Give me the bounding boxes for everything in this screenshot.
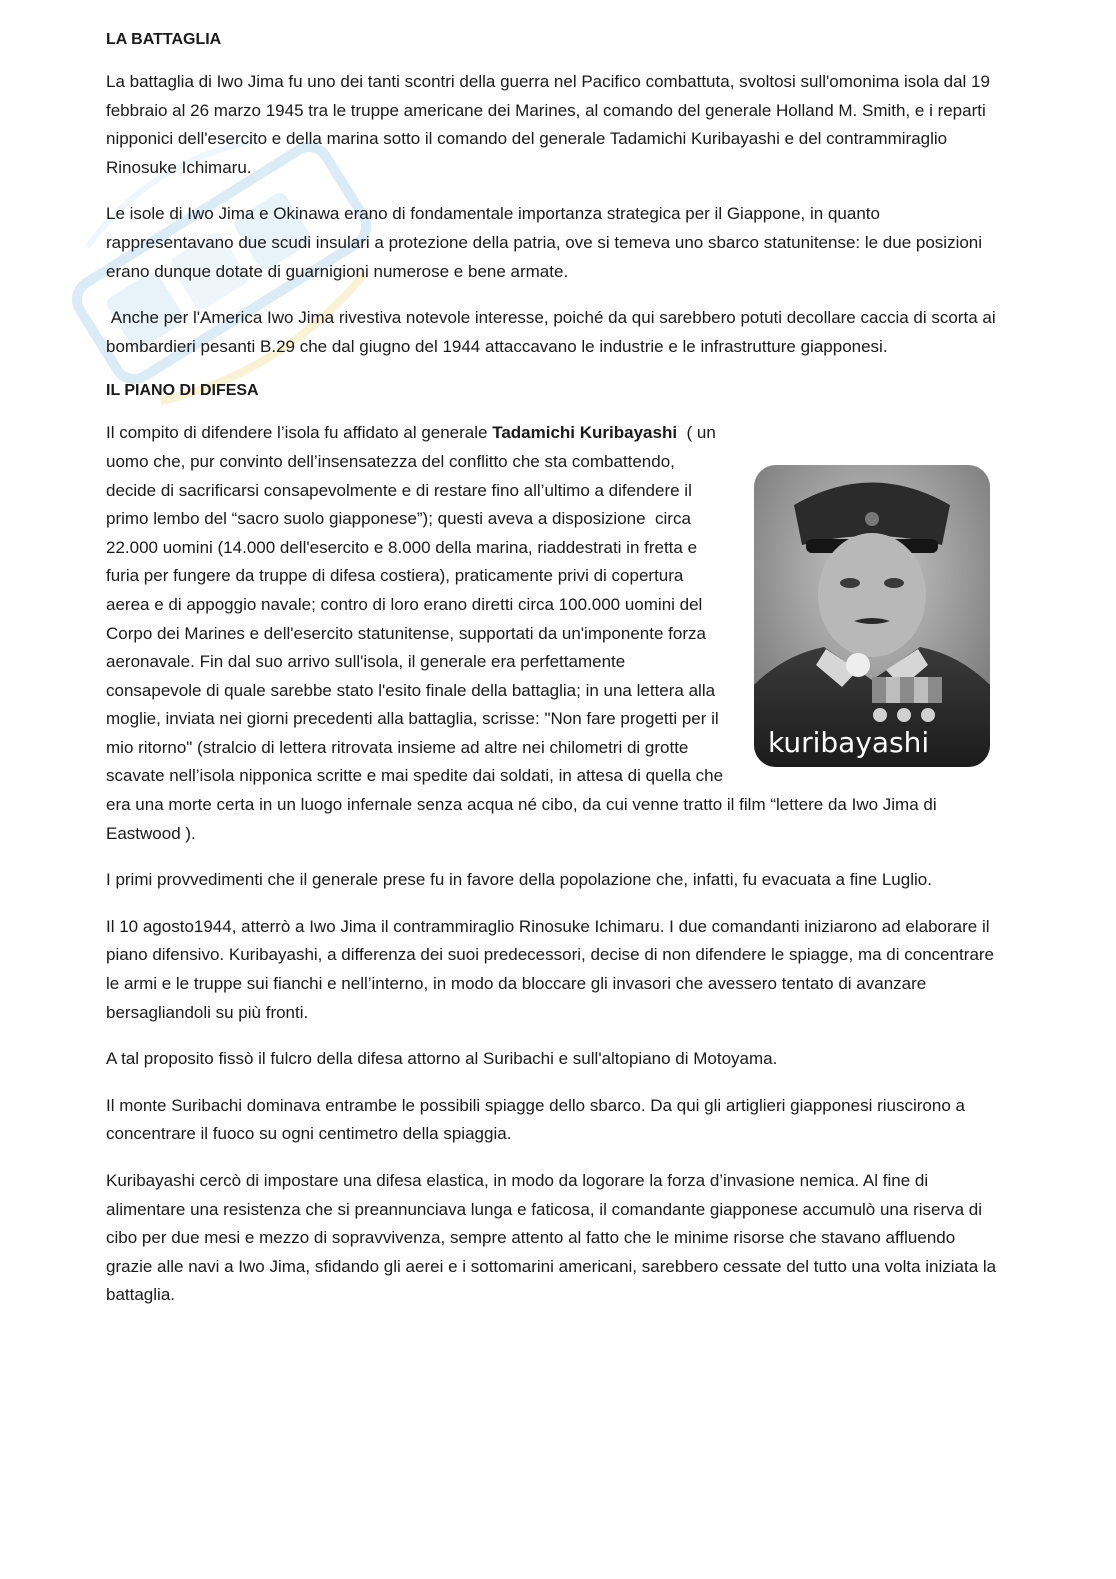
document-body: [106, 28, 1006, 1328]
paragraph-provvedimenti: I primi provvedimenti che il generale prese fu in favore della popolazione che, infatti, fu evacuata a fine Luglio.: [106, 870, 932, 890]
section-heading-difesa: IL PIANO DI DIFESA: [106, 382, 259, 400]
photo-caption: kuribayashi: [768, 726, 930, 760]
section-heading-battaglia: LA BATTAGLIA: [106, 31, 222, 48]
paragraph-compito-post: ( un uomo che, pur convinto dell’insensatezza del conflitto che sta combattendo, decide di sacrificarsi consapevolmente e di restare fino all’ultimo a difendere il primo lembo del “sacro suolo giapponese”); questi aveva a disposizione circa 22.000 uomini (14.000 dell'esercito e 8.000 della marina, riaddestrati in fretta e furia per fungere da truppe di difesa costiera), praticamente privi di copertura aerea e di appoggio navale; contro di loro erano diretti circa 100.000 uomini del Corpo dei Marines e dell'esercito statunitense, supportati da un'imponente forza aeronavale. Fin dal suo arrivo sull'isola, il generale era perfettamente consapevole di quale sarebbe stato l'esito finale della battaglia; in una lettera alla moglie, inviata nei giorni precedenti alla battaglia, scrisse: "Non fare progetti per il mio ritorno" (stralcio di lettera ritrovata insieme ad altre nei chilometri di grotte scavate nell’isola nipponica scritte e mai spedite dai soldati, in attesa di quella che era una morte certa in un luogo infernale senza acqua né cibo, da cui venne tratto il film “lettere da Iwo Jima di Eastwood ).: [106, 423, 942, 843]
general-name: Tadamichi Kuribayashi: [492, 423, 678, 443]
paragraph-isole: Le isole di Iwo Jima e Okinawa erano di fondamentale importanza strategica per il Giappone, in quanto rappresentavano due scudi insulari a protezione della patria, ove si temeva uno sbarco statunitense: le due posizioni erano dunque dotate di guarnigioni numerose e bene armate.: [106, 204, 983, 281]
paragraph-difesa-elastica: Kuribayashi cercò di impostare una difesa elastica, in modo da logorare la forza d’invasione nemica. Al fine di alimentare una resistenza che si preannunciava lunga e faticosa, il comandante giapponese accumulò una riserva di cibo per due mesi e mezzo di sopravvivenza, sempre attento al fatto che le minime risorse che stavano affluendo grazie alle navi a Iwo Jima, sfidando gli aerei e i sottomarini americani, sarebbero cessate del tutto una volta iniziata la battaglia.: [106, 1171, 997, 1305]
paragraph-agosto: Il 10 agosto1944, atterrò a Iwo Jima il contrammiraglio Rinosuke Ichimaru. I due comandanti iniziarono ad elaborare il piano difensivo. Kuribayashi, a differenza dei suoi predecessori, decise di non difendere le spiagge, ma di concentrare le armi e le truppe sui fianchi e nell’interno, in modo da bloccare gli invasori che avessero tentato di avanzare bersagliandoli su più fronti.: [106, 916, 995, 1022]
defense-intro-section: [106, 419, 1006, 848]
paragraph-suribachi: Il monte Suribachi dominava entrambe le possibili spiagge dello sbarco. Da qui gli artiglieri giapponesi riuscirono a concentrare il fuoco su ogni centimetro della spiaggia.: [106, 1095, 965, 1144]
portrait-image: [754, 465, 990, 767]
kuribayashi-photo: [754, 465, 990, 767]
paragraph-fulcro: A tal proposito fissò il fulcro della difesa attorno al Suribachi e sull'altopiano di Motoyama.: [106, 1049, 778, 1069]
paragraph-intro: La battaglia di Iwo Jima fu uno dei tanti scontri della guerra nel Pacifico combattuta, svoltosi sull'omonima isola dal 19 febbraio al 26 marzo 1945 tra le truppe americane dei Marines, al comando del generale Holland M. Smith, e i reparti nipponici dell'esercito e della marina sotto il comando del generale Tadamichi Kuribayashi e del contrammiraglio Rinosuke Ichimaru.: [106, 72, 990, 177]
paragraph-compito-pre: Il compito di difendere l’isola fu affidato al generale: [106, 423, 493, 443]
paragraph-america: Anche per l'America Iwo Jima rivestiva notevole interesse, poiché da qui sarebbero potuti decollare caccia di scorta ai bombardieri pesanti B.29 che dal giugno del 1944 attaccavano le industrie e le infrastrutture giapponesi.: [106, 308, 1001, 356]
